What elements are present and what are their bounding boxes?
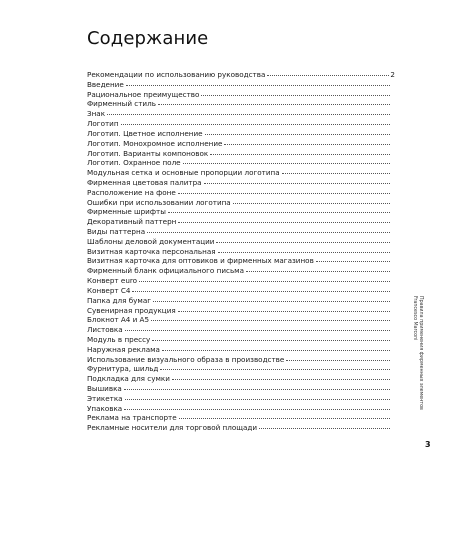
toc-item[interactable] bbox=[87, 413, 395, 423]
toc-item-title: Рекламные носители для торговой площади bbox=[87, 423, 258, 433]
toc-dot-leader bbox=[179, 418, 390, 419]
toc-item-title: Логотип. Охранное поле bbox=[87, 158, 181, 168]
toc-dot-leader bbox=[121, 124, 390, 125]
toc-item[interactable] bbox=[87, 80, 395, 90]
toc-item-title: Знак bbox=[87, 109, 106, 119]
toc-item[interactable] bbox=[87, 129, 395, 139]
toc-dot-leader bbox=[132, 291, 390, 292]
toc-item-title: Конверт euro bbox=[87, 276, 138, 286]
toc-dot-leader bbox=[147, 232, 390, 233]
toc-dot-leader bbox=[125, 330, 390, 331]
toc-item-title: Логотип bbox=[87, 119, 119, 129]
toc-item[interactable] bbox=[87, 168, 395, 178]
toc-item-title: Вышивка bbox=[87, 384, 122, 393]
toc-item[interactable] bbox=[87, 109, 395, 119]
side-caption bbox=[412, 296, 424, 410]
toc-item-title: Декоративный паттерн bbox=[87, 217, 177, 227]
toc-dot-leader bbox=[162, 350, 390, 351]
toc-item-title: Листовка bbox=[87, 325, 123, 335]
toc-item[interactable] bbox=[87, 345, 395, 355]
toc-item-title: Реклама на транспорте bbox=[87, 413, 177, 423]
toc-item[interactable] bbox=[87, 286, 395, 296]
toc-item[interactable] bbox=[87, 306, 395, 316]
toc-dot-leader bbox=[286, 360, 390, 361]
toc-dot-leader bbox=[224, 144, 390, 145]
toc-dot-leader bbox=[153, 301, 390, 302]
toc-dot-leader bbox=[160, 369, 390, 370]
toc-item[interactable] bbox=[87, 227, 395, 237]
toc-item[interactable] bbox=[87, 70, 395, 80]
page-title: Содержание bbox=[87, 28, 209, 49]
toc-item-title: Фурнитура, шильд bbox=[87, 364, 159, 374]
toc-item-title: Шаблоны деловой документации bbox=[87, 236, 215, 246]
toc-item[interactable] bbox=[87, 266, 395, 276]
toc-item[interactable] bbox=[87, 423, 395, 433]
toc-dot-leader bbox=[204, 183, 390, 184]
toc-item-title: Визитная карточка для оптовиков и фирменных магазинов bbox=[87, 256, 314, 266]
toc-item[interactable] bbox=[87, 90, 395, 100]
toc-item[interactable] bbox=[87, 139, 395, 149]
toc-item-page: 2 bbox=[390, 70, 395, 79]
toc-dot-leader bbox=[126, 85, 390, 86]
toc-item-title: Конверт С4 bbox=[87, 285, 131, 295]
toc-dot-leader bbox=[201, 95, 390, 96]
toc-item[interactable] bbox=[87, 256, 395, 266]
toc-item[interactable] bbox=[87, 384, 395, 394]
toc-item-title: Расположение на фоне bbox=[87, 187, 176, 197]
toc-item[interactable] bbox=[87, 198, 395, 208]
toc-item[interactable] bbox=[87, 364, 395, 374]
toc-item-title: Логотип. Варианты компоновок bbox=[87, 148, 209, 158]
toc-dot-leader bbox=[172, 379, 390, 380]
toc-dot-leader bbox=[267, 75, 389, 76]
toc-dot-leader bbox=[151, 320, 390, 321]
toc-dot-leader bbox=[218, 252, 390, 253]
toc-item-title: Наружная реклама bbox=[87, 344, 160, 354]
toc-item[interactable] bbox=[87, 149, 395, 159]
toc-item-title: Введение bbox=[87, 79, 124, 89]
toc-item[interactable] bbox=[87, 355, 395, 365]
toc-item-title: Фирменный бланк официального письма bbox=[87, 266, 245, 276]
toc-dot-leader bbox=[178, 193, 390, 194]
toc-item[interactable] bbox=[87, 217, 395, 227]
toc-item[interactable] bbox=[87, 207, 395, 217]
toc-item[interactable] bbox=[87, 188, 395, 198]
toc-item-title: Визитная карточка персональная bbox=[87, 246, 216, 256]
side-caption-line-2: Francesco Marconi bbox=[412, 296, 418, 341]
toc-item[interactable] bbox=[87, 374, 395, 384]
toc-dot-leader bbox=[210, 154, 390, 155]
toc-item-title: Модульная сетка и основные пропорции логотипа bbox=[87, 168, 280, 178]
toc-item-title: Фирменная цветовая палитра bbox=[87, 177, 202, 187]
toc-dot-leader bbox=[183, 163, 390, 164]
toc-item[interactable] bbox=[87, 325, 395, 335]
side-caption-line-1: Правила применения фирменных элементов bbox=[418, 296, 424, 410]
toc-item[interactable] bbox=[87, 247, 395, 257]
toc-dot-leader bbox=[216, 242, 390, 243]
toc-dot-leader bbox=[259, 428, 390, 429]
toc-dot-leader bbox=[168, 212, 390, 213]
toc-item[interactable] bbox=[87, 335, 395, 345]
toc-item[interactable] bbox=[87, 99, 395, 109]
toc-dot-leader bbox=[205, 134, 390, 135]
toc-item-title: Использование визуального образа в производстве bbox=[87, 354, 285, 364]
toc-item-title: Модуль в прессу bbox=[87, 334, 151, 344]
toc-dot-leader bbox=[233, 203, 390, 204]
toc-dot-leader bbox=[158, 104, 390, 105]
toc-dot-leader bbox=[178, 311, 390, 312]
toc-item-title: Виды паттерна bbox=[87, 227, 146, 236]
toc-item[interactable] bbox=[87, 394, 395, 404]
toc-dot-leader bbox=[139, 281, 390, 282]
toc-item-title: Упаковка bbox=[87, 403, 123, 413]
toc-item-title: Рекомендации по использованию руководства bbox=[87, 70, 266, 79]
toc-item[interactable] bbox=[87, 404, 395, 414]
toc-item-title: Логотип. Цветное исполнение bbox=[87, 128, 203, 138]
toc-dot-leader bbox=[124, 389, 390, 390]
toc-item[interactable] bbox=[87, 119, 395, 129]
table-of-contents bbox=[87, 70, 395, 433]
toc-item[interactable] bbox=[87, 178, 395, 188]
toc-item-title: Фирменные шрифты bbox=[87, 207, 166, 217]
toc-dot-leader bbox=[125, 399, 390, 400]
toc-item-title: Сувенирная продукция bbox=[87, 305, 176, 315]
toc-item-title: Блокнот А4 и А5 bbox=[87, 315, 150, 325]
toc-dot-leader bbox=[282, 173, 390, 174]
toc-dot-leader bbox=[246, 271, 390, 272]
toc-item-title: Этикетка bbox=[87, 393, 123, 403]
toc-item[interactable] bbox=[87, 158, 395, 168]
toc-dot-leader bbox=[152, 340, 390, 341]
toc-item-title: Подкладка для сумки bbox=[87, 374, 170, 384]
toc-item-title: Папка для бумаг bbox=[87, 295, 151, 305]
toc-dot-leader bbox=[107, 114, 390, 115]
toc-item-title: Рациональное преимущество bbox=[87, 89, 200, 99]
toc-dot-leader bbox=[178, 222, 390, 223]
toc-item[interactable] bbox=[87, 276, 395, 286]
toc-item[interactable] bbox=[87, 296, 395, 306]
toc-item-title: Фирменный стиль bbox=[87, 99, 156, 109]
toc-item-title: Логотип. Монохромное исполнение bbox=[87, 138, 223, 148]
page-number: 3 bbox=[425, 440, 431, 449]
toc-dot-leader bbox=[316, 261, 390, 262]
toc-item[interactable] bbox=[87, 315, 395, 325]
toc-item[interactable] bbox=[87, 237, 395, 247]
toc-dot-leader bbox=[124, 409, 390, 410]
toc-item-title: Ошибки при использовании логотипа bbox=[87, 197, 231, 207]
